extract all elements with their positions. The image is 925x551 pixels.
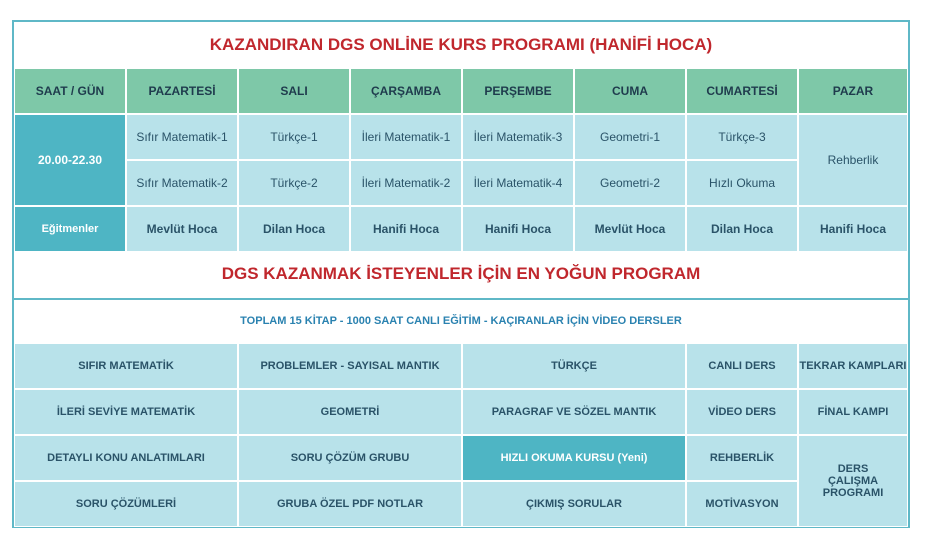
feature-cell: PROBLEMLER - SAYISAL MANTIK — [238, 343, 462, 389]
header-monday: PAZARTESİ — [126, 68, 238, 114]
feature-cell: PARAGRAF VE SÖZEL MANTIK — [462, 389, 686, 435]
feature-cell: DETAYLI KONU ANLATIMLARI — [14, 435, 238, 481]
lesson-cell: İleri Matematik-4 — [462, 160, 574, 206]
lesson-cell: Sıfır Matematik-2 — [126, 160, 238, 206]
teacher-cell: Dilan Hoca — [686, 206, 798, 252]
feature-cell: MOTİVASYON — [686, 481, 798, 527]
feature-cell: ÇIKMIŞ SORULAR — [462, 481, 686, 527]
header-saturday: CUMARTESİ — [686, 68, 798, 114]
feature-cell: GRUBA ÖZEL PDF NOTLAR — [238, 481, 462, 527]
lesson-cell: İleri Matematik-3 — [462, 114, 574, 160]
feature-cell: SORU ÇÖZÜMLERİ — [14, 481, 238, 527]
teacher-cell: Hanifi Hoca — [350, 206, 462, 252]
header-tuesday: SALI — [238, 68, 350, 114]
sunday-guidance: Rehberlik — [798, 114, 908, 206]
program-title: DGS KAZANMAK İSTEYENLER İÇİN EN YOĞUN PROGRAM — [14, 252, 908, 296]
feature-cell: VİDEO DERS — [686, 389, 798, 435]
lesson-cell: Geometri-2 — [574, 160, 686, 206]
feature-cell: SIFIR MATEMATİK — [14, 343, 238, 389]
lesson-cell: Türkçe-2 — [238, 160, 350, 206]
program-subtitle: TOPLAM 15 KİTAP - 1000 SAAT CANLI EĞİTİM - KAÇIRANLAR İÇİN VİDEO DERSLER — [14, 298, 908, 342]
teacher-cell: Dilan Hoca — [238, 206, 350, 252]
feature-cell: TÜRKÇE — [462, 343, 686, 389]
feature-cell: FİNAL KAMPI — [798, 389, 908, 435]
lesson-cell: Türkçe-3 — [686, 114, 798, 160]
teacher-cell: Mevlüt Hoca — [574, 206, 686, 252]
lesson-cell: Geometri-1 — [574, 114, 686, 160]
header-wednesday: ÇARŞAMBA — [350, 68, 462, 114]
feature-cell: GEOMETRİ — [238, 389, 462, 435]
header-sunday: PAZAR — [798, 68, 908, 114]
time-slot: 20.00-22.30 — [14, 114, 126, 206]
feature-cell: TEKRAR KAMPLARI — [798, 343, 908, 389]
lesson-cell: İleri Matematik-2 — [350, 160, 462, 206]
header-friday: CUMA — [574, 68, 686, 114]
teachers-label: Eğitmenler — [14, 206, 126, 252]
lesson-cell: Türkçe-1 — [238, 114, 350, 160]
feature-cell: CANLI DERS — [686, 343, 798, 389]
teacher-cell: Hanifi Hoca — [798, 206, 908, 252]
lesson-cell: İleri Matematik-1 — [350, 114, 462, 160]
page-title: KAZANDIRAN DGS ONLİNE KURS PROGRAMI (HANİFİ HOCA) — [14, 22, 908, 68]
lesson-cell: Hızlı Okuma — [686, 160, 798, 206]
feature-cell-highlighted: HIZLI OKUMA KURSU (Yeni) — [462, 435, 686, 481]
lesson-cell: Sıfır Matematik-1 — [126, 114, 238, 160]
feature-cell-study-program: DERS ÇALIŞMA PROGRAMI — [798, 435, 908, 527]
header-thursday: PERŞEMBE — [462, 68, 574, 114]
feature-cell: İLERİ SEVİYE MATEMATİK — [14, 389, 238, 435]
header-time-day: SAAT / GÜN — [14, 68, 126, 114]
feature-cell: SORU ÇÖZÜM GRUBU — [238, 435, 462, 481]
teacher-cell: Hanifi Hoca — [462, 206, 574, 252]
feature-cell: REHBERLİK — [686, 435, 798, 481]
teacher-cell: Mevlüt Hoca — [126, 206, 238, 252]
